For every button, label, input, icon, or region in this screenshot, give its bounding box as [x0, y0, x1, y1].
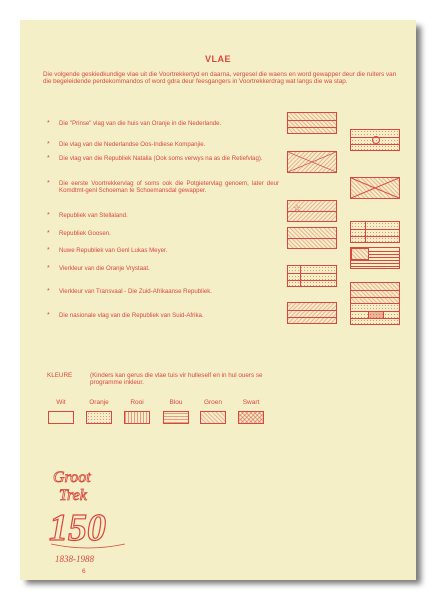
- colour-label-oranje: Oranje: [89, 399, 109, 406]
- list-item: * Vierkleur van die Oranje Vrystaat.: [47, 265, 150, 272]
- transvaal-flag-2-icon: [350, 282, 400, 304]
- colour-swatch-groen: [200, 411, 226, 424]
- page: [20, 20, 416, 580]
- svg-text:Groot: Groot: [53, 469, 91, 486]
- colour-swatch-oranje: [86, 411, 112, 424]
- list-item: * Republiek Goosen.: [47, 230, 111, 237]
- colour-label-wit: Wit: [56, 399, 66, 406]
- list-item: * Die vlag van die Nederlandse Oos-Indiese Kompanjie.: [47, 141, 206, 148]
- list-item: * Die vlag van die Republiek Natalia (Ook soms verwys na as die Retiefvlag).: [47, 155, 263, 162]
- voortrekker-flag-icon: [350, 177, 400, 199]
- colour-label-swart: Swart: [242, 399, 260, 406]
- dutch-east-india-flag-icon: [350, 129, 400, 151]
- goosen-flag-icon: [350, 221, 400, 243]
- colour-swatch-wit: [48, 411, 74, 424]
- list-item: * Die "Prinse" vlag van die huis van Oranje in die Nederlande.: [47, 120, 222, 127]
- logo-years: 1838-1988: [55, 554, 94, 564]
- svg-text:150: 150: [49, 507, 106, 549]
- lukas-meyer-flag-icon: [287, 227, 337, 249]
- colour-swatch-swart: [238, 411, 264, 424]
- list-item: * Nuwe Republiek van Genl Lukas Meyer.: [47, 247, 168, 254]
- colour-swatch-rooi: [124, 411, 150, 424]
- list-item: * Republiek van Stellaland.: [47, 212, 128, 219]
- stellaland-flag-icon: ☆: [287, 200, 337, 222]
- list-item: * Vierkleur van Transvaal - Die Zuid-Afrikaanse Republiek.: [47, 288, 212, 295]
- national-flag-icon: [287, 302, 337, 324]
- colour-label-blou: Blou: [169, 399, 183, 406]
- oranje-vrystaat-flag-icon: [350, 247, 400, 269]
- suid-afrika-flag-icon: [350, 303, 400, 325]
- groot-trek-150-logo: [43, 460, 133, 568]
- colour-label-rooi: Rooi: [130, 399, 144, 406]
- page-title: VLAE: [204, 54, 231, 64]
- colours-instruction: (Kinders kan gerus die vlae tuis vir hulleself en in hul ouers se programme inkleur.: [90, 372, 263, 387]
- page-number: 6: [82, 568, 86, 575]
- list-item: * Die nasionale vlag van die Republiek van Suid-Afrika.: [47, 312, 204, 319]
- list-item: * Die eerste Voortrekkervlag of soms ook die Potgietervlag genoem, later deur Komdtmt-genl Schoeman te Schoemansdal gewapper.: [47, 180, 279, 195]
- transvaal-flag-icon: [287, 265, 337, 287]
- colour-swatch-blou: [163, 411, 189, 424]
- natalia-flag-icon: [287, 151, 337, 173]
- colours-heading: KLEURE: [47, 372, 73, 379]
- svg-text:Trek: Trek: [59, 487, 87, 504]
- intro-paragraph: Die volgende geskiedkundige vlae uit die Voortrekkertyd en daarna, vergesel die waens en word gewapper deur die ruiters van die begeleidende perdekommandos of word gdra deur feesgangers in Voortrekkerdrag wat langs die wa stap.: [43, 71, 397, 86]
- prinse-flag-icon: [287, 112, 337, 134]
- colour-label-groen: Groen: [203, 399, 223, 406]
